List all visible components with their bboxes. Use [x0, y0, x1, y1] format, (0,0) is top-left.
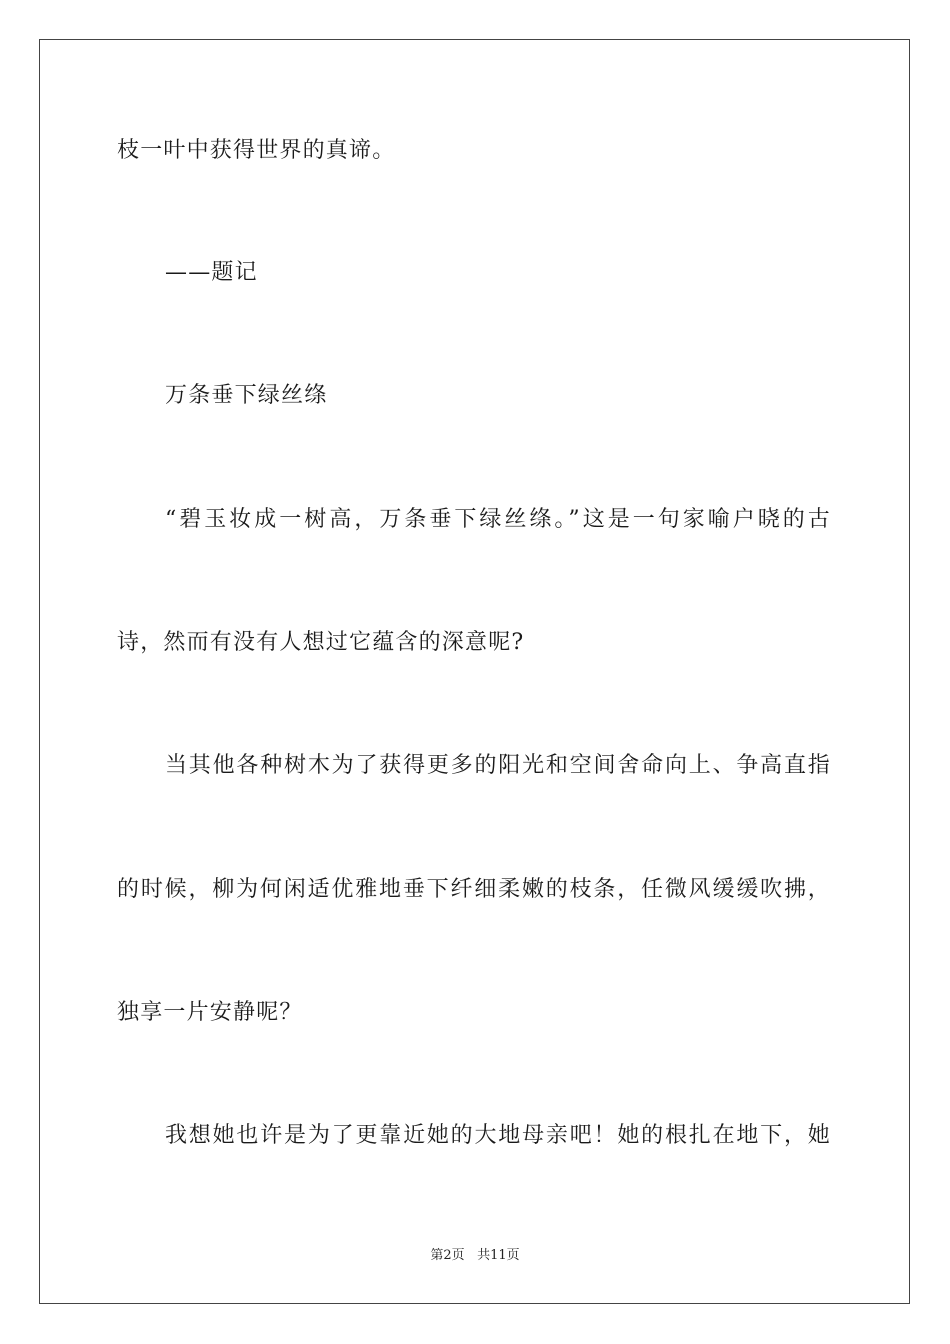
- paragraph-line-1: 枝一叶中获得世界的真谛。: [117, 138, 396, 163]
- page-number: 第2页: [430, 1248, 465, 1263]
- page-border: [39, 39, 910, 1304]
- paragraph-line-3: 诗，然而有没有人想过它蕴含的深意呢?: [117, 630, 525, 655]
- paragraph-line-6: 独享一片安静呢？: [117, 1000, 303, 1025]
- section-heading: 万条垂下绿丝绦: [165, 383, 328, 408]
- paragraph-line-5: 的时候，柳为何闲适优雅地垂下纤细柔嫩的枝条，任微风缓缓吹拂，: [117, 877, 831, 902]
- page-total: 共11页: [477, 1248, 520, 1263]
- paragraph-line-7: 我想她也许是为了更靠近她的大地母亲吧！她的根扎在地下，她: [165, 1123, 831, 1148]
- page-footer: [0, 1247, 950, 1265]
- paragraph-line-2: “碧玉妆成一树高，万条垂下绿丝绦。”这是一句家喻户晓的古: [165, 507, 831, 532]
- paragraph-line-4: 当其他各种树木为了获得更多的阳光和空间舍命向上、争高直指: [165, 753, 831, 778]
- inscription-line: ——题记: [165, 260, 258, 285]
